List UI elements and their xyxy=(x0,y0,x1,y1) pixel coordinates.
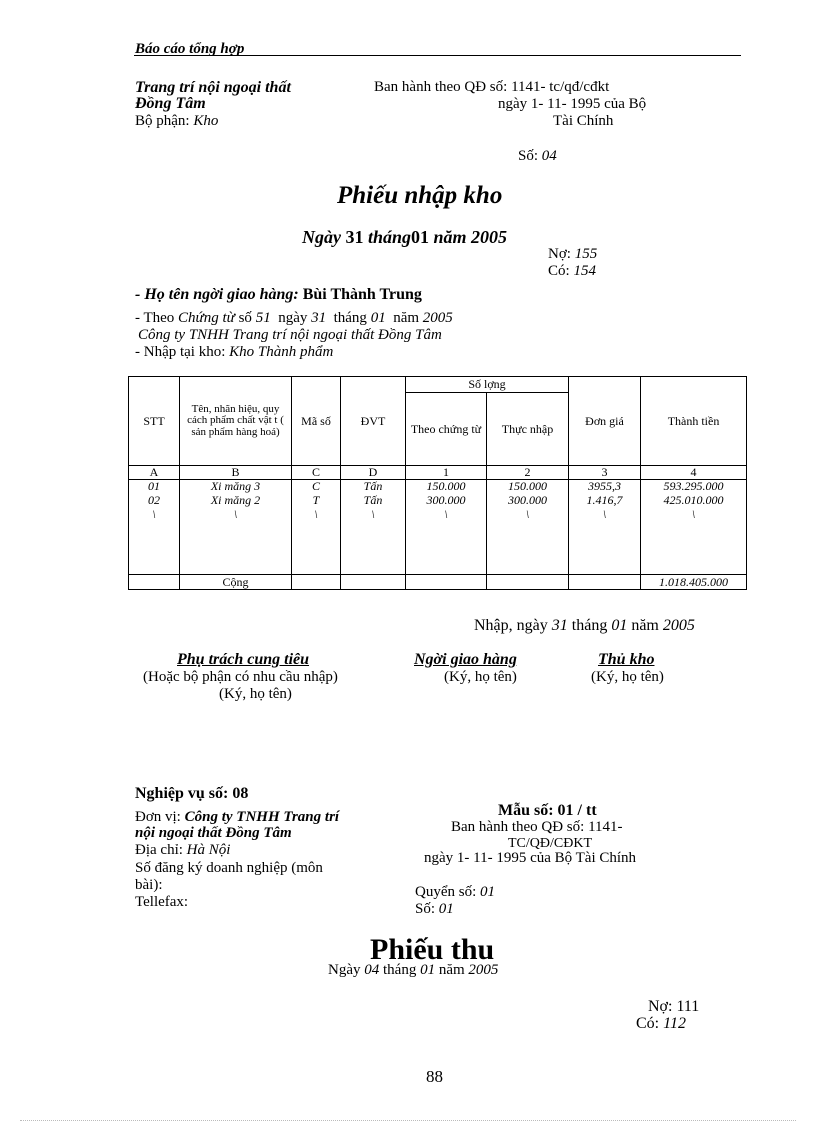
row-qty-doc: 300.000 xyxy=(406,494,487,508)
row-qty-actual: 300.000 xyxy=(487,494,569,508)
ref-thang: tháng xyxy=(333,310,367,326)
closing-year: 2005 xyxy=(662,617,695,634)
company-name-line2: Đồng Tâm xyxy=(135,95,206,112)
sign-supply-title: Phụ trách cung tiêu xyxy=(177,651,310,668)
credit-label: Có: xyxy=(548,263,570,279)
page-number: 88 xyxy=(426,1067,443,1086)
row-name: Xi măng 3 xyxy=(180,480,292,494)
row-qty-actual: 150.000 xyxy=(487,480,569,494)
department-value: Kho xyxy=(193,113,219,129)
warehouse-label: - Nhập tại kho: xyxy=(135,344,226,360)
row-amount: 593.295.000 xyxy=(641,480,747,494)
decree-line2: ngày 1- 11- 1995 của Bộ xyxy=(498,96,647,112)
cash-date xyxy=(328,963,498,979)
fax-label: Tellefax: xyxy=(135,894,189,910)
row-price: \ xyxy=(569,508,641,575)
date-ngay: Ngày xyxy=(302,227,341,247)
row-name: Xi măng 2 xyxy=(180,494,292,508)
goods-table xyxy=(128,376,747,590)
cash-debit-label: Nợ: xyxy=(648,998,673,1015)
table-row xyxy=(129,480,747,494)
deliverer-name: Bùi Thành Trung xyxy=(302,286,422,303)
running-header: Báo cáo tổng hợp xyxy=(135,41,245,57)
sign-deliverer-sig: (Ký, họ tên) xyxy=(444,669,517,685)
deliverer-label: - Họ tên ngời giao hàng: xyxy=(135,286,299,303)
ref-nam: năm xyxy=(393,310,420,326)
row-code: \ xyxy=(292,508,341,575)
ref-prefix: - Theo xyxy=(135,310,175,326)
row-unit: \ xyxy=(341,508,406,575)
reference-company: Công ty TNHH Trang trí nội ngoại thất Đồng Tâm xyxy=(138,327,442,343)
row-code: C xyxy=(292,480,341,494)
department xyxy=(135,114,218,130)
col-letter: B xyxy=(180,466,292,480)
sign-supply-note: (Hoặc bộ phận có nhu cầu nhập) xyxy=(143,669,338,685)
header-item-name: Tên, nhãn hiệu, quy cách phẩm chất vật t ( sản phẩm hàng hoá) xyxy=(180,377,292,466)
row-qty-actual: \ xyxy=(487,508,569,575)
cash-credit-value: 112 xyxy=(663,1015,686,1032)
table-row xyxy=(129,494,747,508)
slip-number-value: 04 xyxy=(541,148,557,164)
ref-doc: Chứng từ xyxy=(178,310,235,326)
col-letter: A xyxy=(129,466,180,480)
sign-supply-sig: (Ký, họ tên) xyxy=(219,686,292,702)
cash-decree-line1: Ban hành theo QĐ số: 1141- xyxy=(451,819,623,835)
cash-number-value: 01 xyxy=(438,901,454,917)
slip-number-label: Số: xyxy=(518,148,539,164)
cash-title: Phiếu thu xyxy=(370,933,495,966)
reference-line xyxy=(135,311,453,327)
decree-line3: Tài Chính xyxy=(553,113,614,129)
form-number: Mẫu số: 01 / tt xyxy=(498,802,597,819)
cash-debit-value: 111 xyxy=(676,998,700,1015)
ref-day: 31 xyxy=(311,310,327,326)
date-day: 31 xyxy=(345,227,364,247)
ref-month: 01 xyxy=(370,310,386,326)
page-bottom-border xyxy=(20,1120,796,1121)
header-stt: STT xyxy=(129,377,180,466)
book-value: 01 xyxy=(480,884,495,900)
warehouse-value: Kho Thành phẩm xyxy=(229,344,334,360)
row-qty-doc: \ xyxy=(406,508,487,575)
debit-label: Nợ: xyxy=(548,246,571,262)
decree-line1: Ban hành theo QĐ số: 1141- tc/qđ/cđkt xyxy=(374,79,610,95)
cash-decree-line3: ngày 1- 11- 1995 của Bộ Tài Chính xyxy=(424,850,637,866)
cash-debit xyxy=(648,999,699,1016)
operation-number: Nghiệp vụ số: 08 xyxy=(135,785,249,802)
unit-line2: nội ngoại thất Đồng Tâm xyxy=(135,825,292,841)
cash-number-label: Số: xyxy=(415,901,436,917)
row-qty-doc: 150.000 xyxy=(406,480,487,494)
row-unit: Tấn xyxy=(341,480,406,494)
row-code: T xyxy=(292,494,341,508)
col-letter: 3 xyxy=(569,466,641,480)
header-rule xyxy=(134,55,741,56)
row-amount: 425.010.000 xyxy=(641,494,747,508)
row-stt: \ xyxy=(129,508,180,575)
total-label: Cộng xyxy=(180,575,292,590)
address-value: Hà Nội xyxy=(186,842,231,858)
row-stt: 02 xyxy=(129,494,180,508)
cash-date-thang: tháng xyxy=(383,962,417,978)
header-qty-actual: Thực nhập xyxy=(487,393,569,466)
registration-line2: bài): xyxy=(135,877,163,893)
book-label: Quyển số: xyxy=(415,884,477,900)
closing-month: 01 xyxy=(611,617,628,634)
header-unit: ĐVT xyxy=(341,377,406,466)
warehouse-line xyxy=(135,345,333,361)
header-qty-doc: Theo chứng từ xyxy=(406,393,487,466)
closing-thang: tháng xyxy=(571,617,608,634)
header-amount: Thành tiền xyxy=(641,377,747,466)
ref-year: 2005 xyxy=(422,310,453,326)
header-unit-price: Đơn giá xyxy=(569,377,641,466)
cash-slip-number xyxy=(415,902,454,918)
cash-date-year: 2005 xyxy=(468,962,499,978)
company-name-line1: Trang trí nội ngoại thất xyxy=(135,79,291,96)
date-nam: năm xyxy=(433,227,467,247)
cash-decree-line2: TC/QĐ/CĐKT xyxy=(508,836,592,851)
sign-keeper-sig: (Ký, họ tên) xyxy=(591,669,664,685)
deliverer-line xyxy=(135,287,422,304)
total-empty xyxy=(569,575,641,590)
col-letter: 1 xyxy=(406,466,487,480)
credit-value: 154 xyxy=(573,263,596,279)
total-empty xyxy=(487,575,569,590)
header-code: Mã số xyxy=(292,377,341,466)
receipt-date xyxy=(302,228,507,247)
total-empty xyxy=(341,575,406,590)
col-letter: 4 xyxy=(641,466,747,480)
row-stt: 01 xyxy=(129,480,180,494)
address xyxy=(135,843,230,859)
sign-deliverer-title: Ngời giao hàng xyxy=(414,651,517,668)
registration-line1: Số đăng ký doanh nghiệp (môn xyxy=(135,860,323,876)
cash-credit-label: Có: xyxy=(636,1015,660,1032)
row-price: 1.416,7 xyxy=(569,494,641,508)
closing-nam: năm xyxy=(631,617,659,634)
address-label: Địa chỉ: xyxy=(135,842,183,858)
total-amount: 1.018.405.000 xyxy=(641,575,747,590)
col-letter: C xyxy=(292,466,341,480)
unit-name: Công ty TNHH Trang trí xyxy=(184,809,340,825)
row-unit: Tấn xyxy=(341,494,406,508)
sign-keeper-title: Thủ kho xyxy=(598,651,655,668)
cash-date-month: 01 xyxy=(420,962,436,978)
closing-nhap: Nhập, ngày xyxy=(474,617,548,634)
closing-day: 31 xyxy=(551,617,568,634)
book-number xyxy=(415,885,495,901)
row-amount: \ xyxy=(641,508,747,575)
unit-label: Đơn vị: xyxy=(135,809,181,825)
date-year: 2005 xyxy=(471,227,508,247)
cash-credit xyxy=(636,1016,686,1033)
slip-number xyxy=(518,149,557,165)
col-letter: 2 xyxy=(487,466,569,480)
total-empty xyxy=(292,575,341,590)
ref-number: 51 xyxy=(255,310,271,326)
unit-line1 xyxy=(135,810,339,826)
debit-value: 155 xyxy=(574,246,598,262)
closing-date xyxy=(474,618,695,635)
col-letter: D xyxy=(341,466,406,480)
cash-date-day: 04 xyxy=(364,962,380,978)
row-price: 3955,3 xyxy=(569,480,641,494)
cash-date-nam: năm xyxy=(438,962,465,978)
debit-account xyxy=(548,247,597,263)
total-empty xyxy=(406,575,487,590)
date-thang: tháng xyxy=(368,227,412,247)
total-row xyxy=(129,575,747,590)
ref-so: số xyxy=(238,310,252,326)
cash-date-ngay: Ngày xyxy=(328,962,361,978)
header-quantity: Số lợng xyxy=(406,377,569,393)
credit-account xyxy=(548,264,596,280)
row-name: \ xyxy=(180,508,292,575)
department-label: Bộ phận: xyxy=(135,113,190,129)
date-month: 01 xyxy=(411,227,430,247)
table-row xyxy=(129,508,747,575)
receipt-title: Phiếu nhập kho xyxy=(337,182,503,209)
total-empty xyxy=(129,575,180,590)
ref-ngay: ngày xyxy=(278,310,308,326)
